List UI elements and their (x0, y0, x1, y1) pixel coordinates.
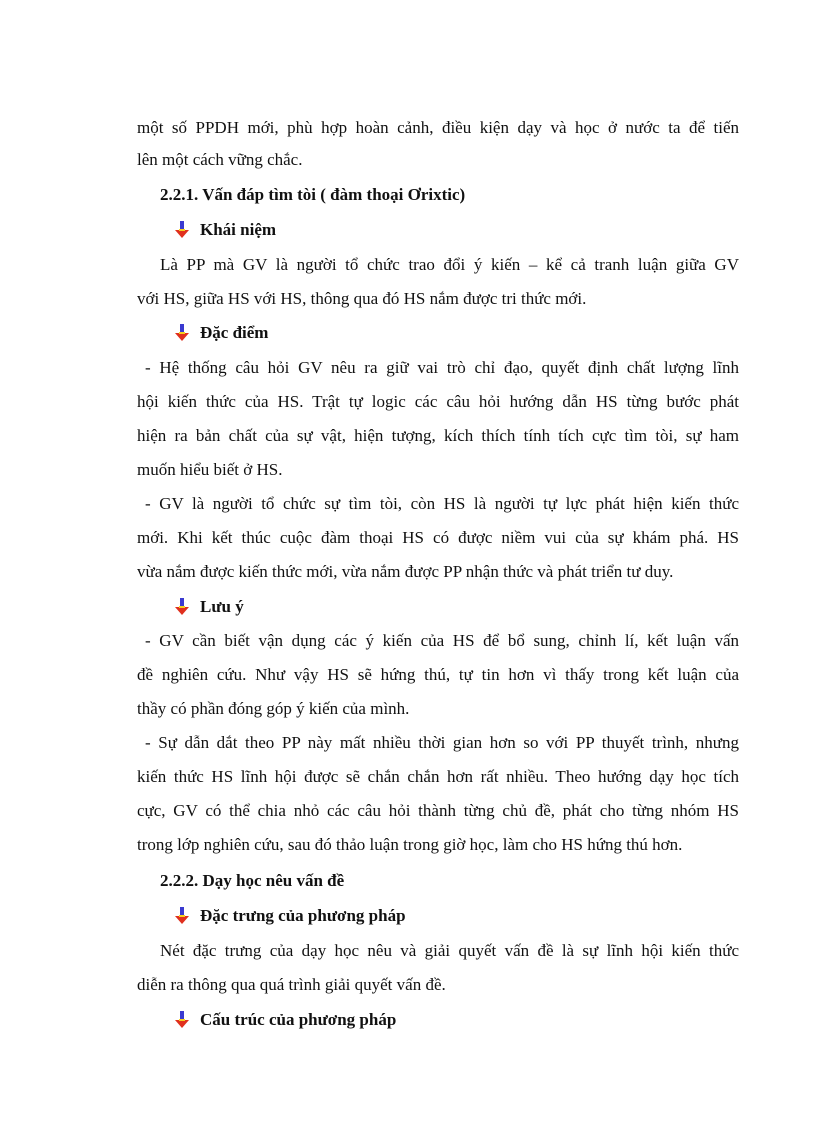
paragraph-line: muốn hiểu biết ở HS. (137, 460, 283, 479)
subheading-luu-y (174, 596, 244, 618)
paragraph-line: hiện ra bản chất của sự vật, hiện tượng, kích thích tính tích cực tìm tòi, sự ham (137, 426, 739, 445)
subheading-label: Đặc trưng của phương pháp (200, 906, 406, 925)
paragraph-line: thầy có phần đóng góp ý kiến của mình. (137, 699, 410, 718)
paragraph-line: hội kiến thức của HS. Trật tự logic các câu hỏi hướng dẫn HS từng bước phát (137, 392, 739, 411)
subheading-label: Lưu ý (200, 597, 244, 616)
down-arrow-icon (174, 1011, 190, 1029)
paragraph-line: lên một cách vững chắc. (137, 150, 303, 169)
paragraph-line: trong lớp nghiên cứu, sau đó thảo luận trong giờ học, làm cho HS hứng thú hơn. (137, 835, 683, 854)
paragraph-line: một số PPDH mới, phù hợp hoàn cảnh, điều kiện dạy và học ở nước ta để tiến (137, 118, 739, 137)
subheading-label: Khái niệm (200, 220, 277, 239)
subheading-khai-niem (174, 219, 276, 241)
paragraph-line: đề nghiên cứu. Như vậy HS sẽ hứng thú, tự tin hơn vì thấy trong kết luận của (137, 665, 739, 684)
paragraph-line: - Sự dẫn dắt theo PP này mất nhiều thời gian hơn so với PP thuyết trình, nhưng (145, 733, 739, 752)
paragraph-line: Nét đặc trưng của dạy học nêu và giải quyết vấn đề là sự lĩnh hội kiến thức (160, 941, 739, 960)
subheading-dac-trung (174, 905, 406, 927)
paragraph-line: diễn ra thông qua quá trình giải quyết vấn đề. (137, 975, 446, 994)
down-arrow-icon (174, 907, 190, 925)
paragraph-line: - GV là người tổ chức sự tìm tòi, còn HS là người tự lực phát hiện kiến thức (145, 494, 739, 513)
section-heading-2-2-1: 2.2.1. Vấn đáp tìm tòi ( đàm thoại Ơrixtic) (160, 185, 466, 204)
paragraph-line: mới. Khi kết thúc cuộc đàm thoại HS có được niềm vui của sự khám phá. HS (137, 528, 739, 547)
section-heading-2-2-2: 2.2.2. Dạy học nêu vấn đề (160, 871, 345, 890)
subheading-label: Đặc điểm (200, 323, 269, 342)
subheading-dac-diem (174, 322, 268, 344)
down-arrow-icon (174, 324, 190, 342)
subheading-label: Cấu trúc của phương pháp (200, 1010, 397, 1029)
down-arrow-icon (174, 598, 190, 616)
paragraph-line: - Hệ thống câu hỏi GV nêu ra giữ vai trò chỉ đạo, quyết định chất lượng lĩnh (145, 358, 739, 377)
paragraph-line: Là PP mà GV là người tổ chức trao đổi ý kiến – kể cả tranh luận giữa GV (160, 255, 739, 274)
paragraph-line: - GV cần biết vận dụng các ý kiến của HS để bổ sung, chỉnh lí, kết luận vấn (145, 631, 739, 650)
paragraph-line: vừa nắm được kiến thức mới, vừa nắm được PP nhận thức và phát triển tư duy. (137, 562, 674, 581)
paragraph-line: cực, GV có thể chia nhỏ các câu hỏi thành từng chủ đề, phát cho từng nhóm HS (137, 801, 739, 820)
paragraph-line: kiến thức HS lĩnh hội được sẽ chắn chắn hơn rất nhiều. Theo hướng dạy học tích (137, 767, 739, 786)
paragraph-line: với HS, giữa HS với HS, thông qua đó HS nắm được tri thức mới. (137, 289, 587, 308)
down-arrow-icon (174, 221, 190, 239)
subheading-cau-truc (174, 1009, 396, 1031)
